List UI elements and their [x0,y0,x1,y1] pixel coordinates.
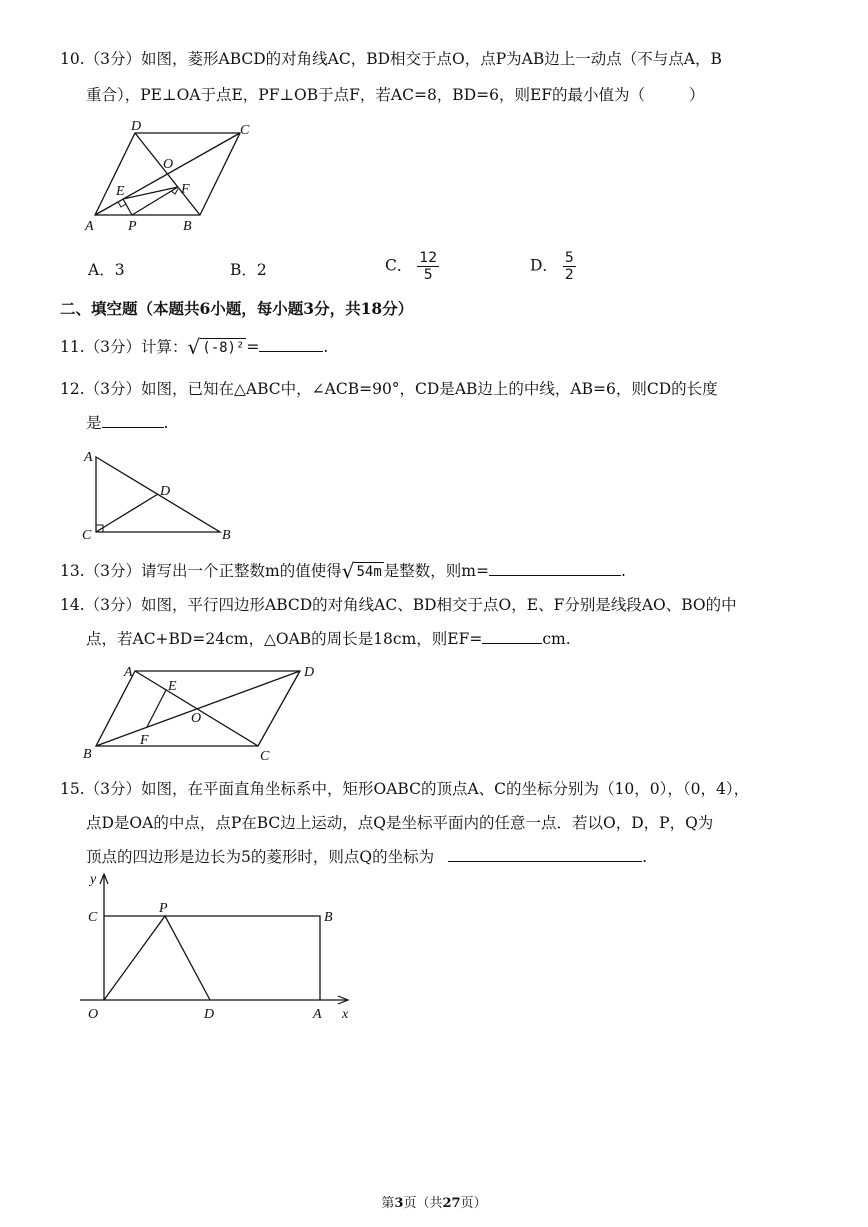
rectangle-oabc [104,916,320,1000]
q11-equals: = [246,338,260,356]
coordinate-figure [80,868,360,1028]
footer-page-number: 3 [394,1196,404,1211]
q14-label-c: C [260,749,270,764]
diagonal-bd-14 [96,671,300,746]
q10-label-b: B [183,219,192,234]
q10-option-a[interactable]: A．3 [88,261,125,279]
q10-label-e: E [116,184,125,199]
q14-label-o: O [191,711,202,726]
q12-end: . [163,414,169,432]
q12-answer-blank[interactable] [102,413,164,428]
q10-option-d-numerator: 5 [564,250,574,266]
q13-text [60,560,626,582]
q10-label-p: P [128,219,137,234]
sqrt-symbol-13: √ [341,559,355,583]
q13-mid: 是整数，则m= [383,562,489,580]
footer-total-pages: 27 [442,1196,461,1211]
q12-line2-prefix: 是 [86,414,102,432]
q12-label-b: B [222,528,231,543]
q10-text-line2 [86,84,705,106]
q10-paren-close: ） [689,86,705,104]
median-cd [96,494,158,532]
q12-label-c: C [82,528,92,543]
q14-label-d: D [304,665,315,680]
q10-option-d-denominator: 2 [564,267,574,283]
footer-mid: 页（共 [403,1196,443,1211]
footer-suffix: 页） [460,1196,487,1211]
q15-label-x: x [342,1007,349,1022]
segment-ef [123,187,178,199]
q15-answer-blank[interactable] [448,847,642,862]
q14-line2-suffix: cm. [542,630,571,648]
q15-end: . [642,848,648,866]
q10-option-b[interactable]: B．2 [230,261,267,279]
q15-label-a: A [313,1007,322,1022]
q10-option-c-denominator: 5 [423,267,433,283]
q10-option-c-prefix: C． [385,256,413,275]
q14-label-f: F [140,733,149,748]
q12-label-d: D [160,484,171,499]
q15-label-p: P [159,901,168,916]
q14-line2-prefix: 点，若AC+BD=24cm，△OAB的周长是18cm，则EF= [86,630,483,648]
q11-end: . [323,338,329,356]
q15-text-line2: 点D是OA的中点，点P在BC边上运动，点Q是坐标平面内的任意一点．若以O，D，P，Q为 [86,814,714,832]
q10-option-d-prefix: D． [530,256,558,275]
q10-label-d: D [131,119,142,134]
q15-line3-prefix: 顶点的四边形是边长为5的菱形时，则点Q的坐标为 [86,848,435,866]
segments-op-pd [104,916,210,1000]
q10-option-c-numerator: 12 [419,250,438,266]
q10-option-d[interactable] [530,250,576,283]
q14-label-a: A [124,665,133,680]
q14-text-line2 [86,628,571,650]
q13-radicand: 54m [356,564,382,580]
q10-option-c[interactable] [385,250,439,283]
q13-answer-blank[interactable] [489,561,621,576]
q10-label-f: F [181,182,190,197]
q14-answer-blank[interactable] [482,629,542,644]
q11-answer-blank[interactable] [259,337,323,352]
q12-text-line1: 12.（3分）如图，已知在△ABC中，∠ACB=90°，CD是AB边上的中线，AB=6，则CD的长度 [60,380,718,398]
diagonal-bd [135,133,200,215]
q13-prefix: 13.（3分）请写出一个正整数m的值使得 [60,562,342,580]
q15-text-line3 [86,846,647,868]
q10-text-line1: 10.（3分）如图，菱形ABCD的对角线AC，BD相交于点O，点P为AB边上一动点（不与点A，B [60,50,722,68]
q11-text [60,336,328,358]
footer-prefix: 第 [381,1196,395,1211]
q11-prefix: 11.（3分）计算： [60,338,188,356]
q10-text-line2-body: 重合），PE⊥OA于点E，PF⊥OB于点F，若AC=8，BD=6，则EF的最小值为（ [86,86,646,104]
parallelogram-figure [80,660,330,764]
page-footer [0,1192,868,1211]
q10-option-d-fraction [563,250,576,283]
q12-text-line2 [86,412,168,434]
q11-radicand: (-8)² [202,340,245,356]
q10-label-o: O [163,157,174,172]
q15-label-o: O [88,1007,99,1022]
triangle-figure [80,447,240,542]
q15-label-d: D [204,1007,215,1022]
q10-label-c: C [240,123,250,138]
sqrt-symbol: √ [187,335,201,359]
segment-pe [123,199,132,215]
rhombus-figure [80,118,260,238]
q15-text-line1: 15.（3分）如图，在平面直角坐标系中，矩形OABC的顶点A、C的坐标分别为（10，0），（0，4）， [60,780,750,798]
q14-label-b: B [83,747,92,762]
q15-label-c: C [88,910,98,925]
q14-label-e: E [168,679,177,694]
q14-text-line1: 14.（3分）如图，平行四边形ABCD的对角线AC、BD相交于点O，E、F分别是线段AO、BO的中 [60,596,737,614]
q15-label-y: y [90,872,97,887]
q12-label-a: A [84,450,93,465]
q15-label-b: B [324,910,333,925]
section-2-title: 二、填空题（本题共6小题，每小题3分，共18分） [60,299,414,318]
q10-label-a: A [85,219,94,234]
q10-option-c-fraction [417,250,439,283]
q13-end: . [620,562,626,580]
